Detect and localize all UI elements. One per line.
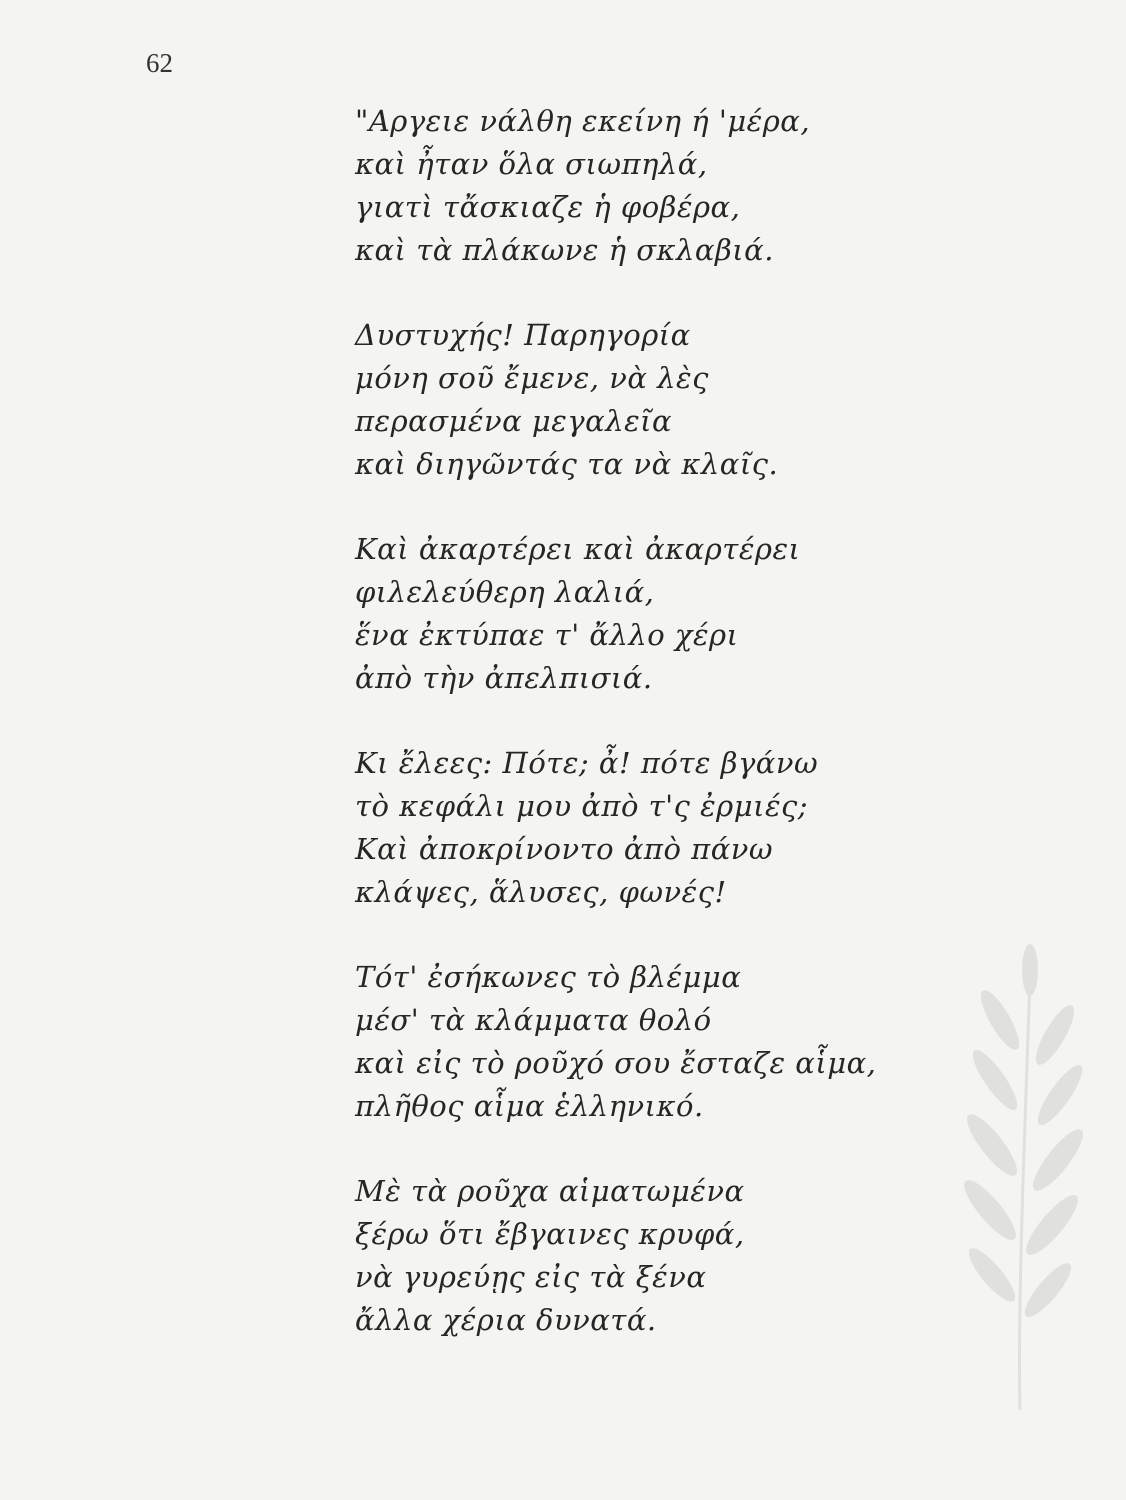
poem-line: Καὶ ἀκαρτέρει καὶ ἀκαρτέρει (355, 532, 801, 566)
stanza-3 (355, 528, 975, 700)
poem-line: γιατὶ τἄσκιαζε ἡ φοβέρα, (355, 190, 741, 224)
poem-line: μέσ' τὰ κλάμματα θολό (355, 1003, 712, 1037)
poem-line: Τότ' ἐσήκωνες τὸ βλέμμα (355, 960, 742, 994)
poem-line: περασμένα μεγαλεῖα (355, 404, 673, 438)
poem-line: νὰ γυρεύῃς εἰς τὰ ξένα (355, 1260, 707, 1294)
poem-line: φιλελεύθερη λαλιά, (355, 575, 655, 609)
poem-line: πλῆθος αἷμα ἑλληνικό. (355, 1089, 704, 1123)
poem-line: Καὶ ἀποκρίνοντο ἀπὸ πάνω (355, 832, 774, 866)
stanza-5 (355, 956, 975, 1128)
poem (355, 100, 975, 1384)
poem-line: τὸ κεφάλι μου ἀπὸ τ'ς ἐρμιές; (355, 789, 809, 823)
poem-line: ἄλλα χέρια δυνατά. (355, 1303, 657, 1337)
page-number: 62 (146, 48, 173, 78)
poem-line: Μὲ τὰ ροῦχα αἱματωμένα (355, 1174, 745, 1208)
poem-line: καὶ εἰς τὸ ροῦχό σου ἔσταζε αἷμα, (355, 1046, 877, 1080)
poem-line: "Αργειε νάλθη εκείνη ή 'μέρα, (355, 104, 811, 138)
stanza-6 (355, 1170, 975, 1342)
poem-line: καὶ ἦταν ὅλα σιωπηλά, (355, 147, 708, 181)
poem-line: ἀπὸ τὴν ἀπελπισιά. (355, 661, 653, 695)
poem-line: καὶ τὰ πλάκωνε ἡ σκλαβιά. (355, 233, 774, 267)
stanza-2 (355, 314, 975, 486)
poem-line: καὶ διηγῶντάς τα νὰ κλαῖς. (355, 447, 779, 481)
poem-line: Κι ἔλεες: Πότε; ἆ! πότε βγάνω (355, 746, 819, 780)
poem-line: μόνη σοῦ ἔμενε, νὰ λὲς (355, 361, 709, 395)
poem-line: Δυστυχής! Παρηγορία (355, 318, 691, 352)
poem-line: ξέρω ὅτι ἔβγαινες κρυφά, (355, 1217, 745, 1251)
stanza-1 (355, 100, 975, 272)
poem-line: κλάψες, ἅλυσες, φωνές! (355, 875, 727, 909)
poem-line: ἕνα ἐκτύπαε τ' ἄλλο χέρι (355, 618, 739, 652)
stanza-4 (355, 742, 975, 914)
